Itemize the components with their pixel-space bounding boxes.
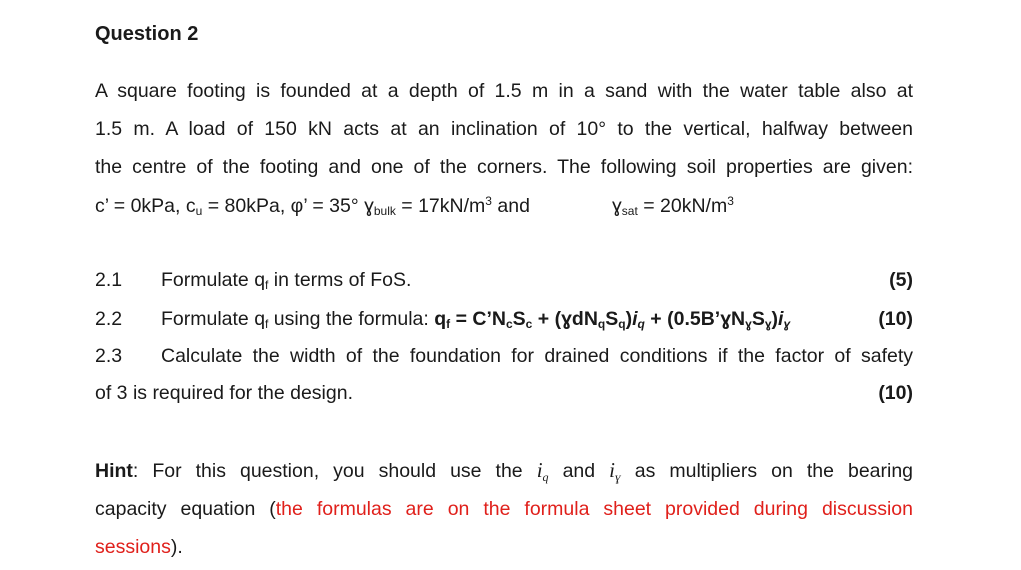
hint-label: Hint <box>95 460 133 482</box>
gamma-sat-value: ɣ$_{sat}$ = $20kN/m^3$ <box>612 194 734 218</box>
hint-line-1: Hint: For this question, you should use the iq and iɣ as multipliers on the bearing <box>95 458 914 484</box>
cu-value: $c_u = 80kPa$, <box>185 195 286 218</box>
intro-line-1: A square footing is founded at a depth of 1.5 m in a sand with the water table also at <box>95 80 913 102</box>
task-text-2-3: Calculate the width of the foundation for drained conditions if the factor of safety <box>161 345 913 367</box>
intro-line-2: 1.5 m. A load of 150 kN acts at an inclination of 10° to the vertical, halfway between <box>95 118 913 140</box>
task-number-2-3: 2.3 <box>95 345 123 367</box>
phi-value: φ’ = 35° <box>290 195 359 217</box>
formula-sheet-note: the formulas are on the formula sheet provided during discussion <box>275 498 913 520</box>
task-marks-2-1: (5) <box>889 269 913 291</box>
question-title: Question 2 <box>95 23 199 45</box>
hint-line-3: sessions). <box>95 536 183 558</box>
gamma-bulk-value: ɣ$_{bulk}$ = $17kN/m^3$ <box>364 194 492 218</box>
and-word: and <box>497 195 530 217</box>
task-text-2-2: Formulate $q_f$ using the formula: $q_f$ = $C’N_cS_c$ + $(ɣdN_qS_q)i_q$ + $(0.5B’ɣN_ɣS_ɣ)i_ɣ$ <box>161 308 791 331</box>
igamma-symbol: iɣ <box>609 458 621 484</box>
task-marks-2-3: (10) <box>878 382 913 404</box>
hint-line-2: capacity equation (the formulas are on the formula sheet provided during discussion <box>95 498 913 520</box>
task-text-2-1: Formulate $q_f$ in terms of FoS. <box>161 269 412 292</box>
c-prime-value: c’ = 0kPa, <box>95 195 181 217</box>
soil-properties <box>95 194 530 218</box>
iq-symbol: iq <box>536 458 549 484</box>
bearing-formula: $q_f$ = $C’N_cS_c$ + $(ɣdN_qS_q)i_q$ + $(0.5B’ɣN_ɣS_ɣ)i_ɣ$ <box>434 308 791 331</box>
task-marks-2-2: (10) <box>878 308 913 330</box>
task-text-2-3-cont: of 3 is required for the design. <box>95 382 353 404</box>
task-number-2-2: 2.2 <box>95 308 123 330</box>
intro-line-3: the centre of the footing and one of the corners. The following soil properties are given: <box>95 156 913 178</box>
task-number-2-1: 2.1 <box>95 269 123 291</box>
